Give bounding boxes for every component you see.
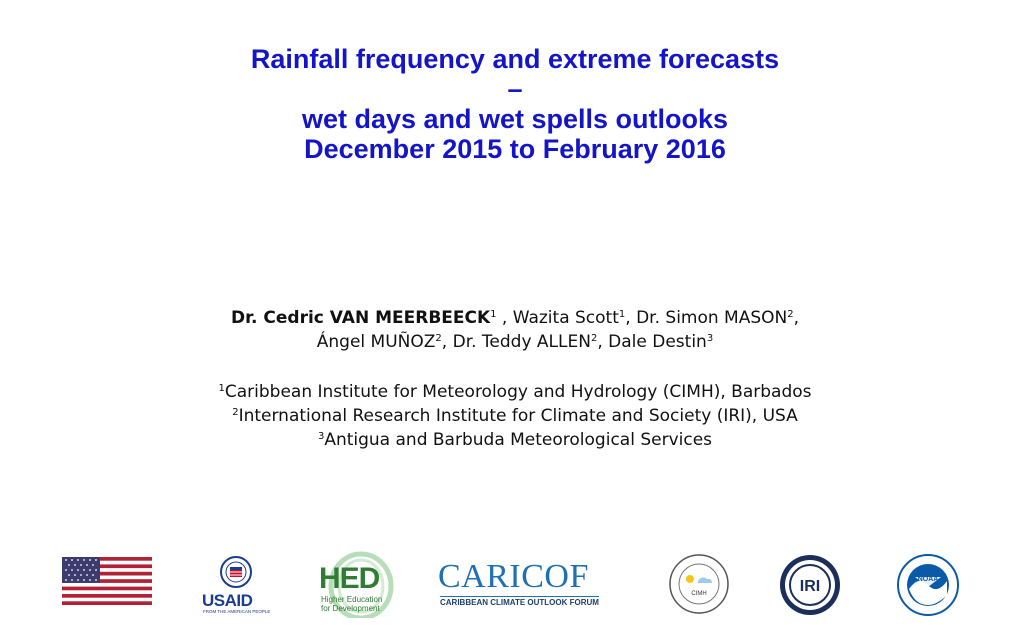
author-name: , Dr. Teddy ALLEN	[441, 332, 591, 352]
author-sup: 1	[490, 309, 497, 320]
usaid-tagline: FROM THE AMERICAN PEOPLE	[203, 609, 271, 614]
author-sup: 3	[706, 333, 714, 344]
affiliation-text: International Research Institute for Climate and Society (IRI), USA	[238, 406, 798, 426]
cimh-logo	[668, 553, 730, 615]
affiliation-item	[0, 404, 1030, 428]
author-sup: 2	[435, 333, 442, 344]
hed-wordmark: HED	[319, 562, 380, 595]
noaa-logo	[895, 553, 961, 617]
caricof-tagline: CARIBBEAN CLIMATE OUTLOOK FORUM	[440, 598, 599, 607]
caricof-wordmark: CARICOF	[438, 558, 589, 595]
hed-tagline	[321, 595, 382, 613]
caricof-logo	[438, 558, 603, 608]
affiliation-sup: 2	[232, 407, 239, 418]
author-name: , Wazita Scott	[496, 308, 619, 328]
author-name: Ángel MUÑOZ	[316, 332, 436, 352]
hed-tagline-line-2: for Development	[321, 604, 380, 613]
author-sup: 1	[618, 309, 626, 320]
iri-logo	[778, 553, 842, 617]
us-flag-logo	[62, 557, 152, 605]
cimh-label: CIMH	[691, 591, 707, 597]
slide-title	[0, 44, 1030, 164]
title-line-1: Rainfall frequency and extreme forecasts	[250, 44, 780, 74]
author-line-2	[0, 330, 1030, 354]
title-line-3: wet days and wet spells outlooks	[301, 104, 729, 134]
hed-logo	[315, 550, 395, 618]
affiliation-sup: 3	[317, 431, 325, 442]
author-sup: 2	[590, 333, 598, 344]
usaid-logo	[200, 555, 272, 615]
hed-tagline-line-1: Higher Education	[321, 595, 383, 604]
iri-label: IRI	[799, 578, 821, 595]
affiliation-sup: 1	[218, 383, 225, 394]
author-line-1	[0, 306, 1030, 330]
affiliation-text: Antigua and Barbuda Meteorological Services	[324, 430, 713, 450]
author-sup: 2	[787, 309, 794, 320]
author-name: , Dr. Simon MASON	[625, 308, 788, 328]
affiliation-text: Caribbean Institute for Meteorology and Hydrology (CIMH), Barbados	[224, 382, 812, 402]
title-line-2: –	[507, 74, 523, 104]
affiliation-list	[0, 380, 1030, 452]
affiliation-item	[0, 380, 1030, 404]
noaa-label: NOAA	[917, 576, 939, 583]
author-separator: ,	[793, 308, 800, 328]
author-name: , Dale Destin	[597, 332, 707, 352]
affiliation-item	[0, 428, 1030, 452]
usaid-wordmark: USAID	[202, 591, 253, 610]
author-name: Dr. Cedric VAN MEERBEECK	[230, 308, 491, 328]
title-line-4: December 2015 to February 2016	[304, 134, 726, 164]
author-list	[0, 306, 1030, 354]
